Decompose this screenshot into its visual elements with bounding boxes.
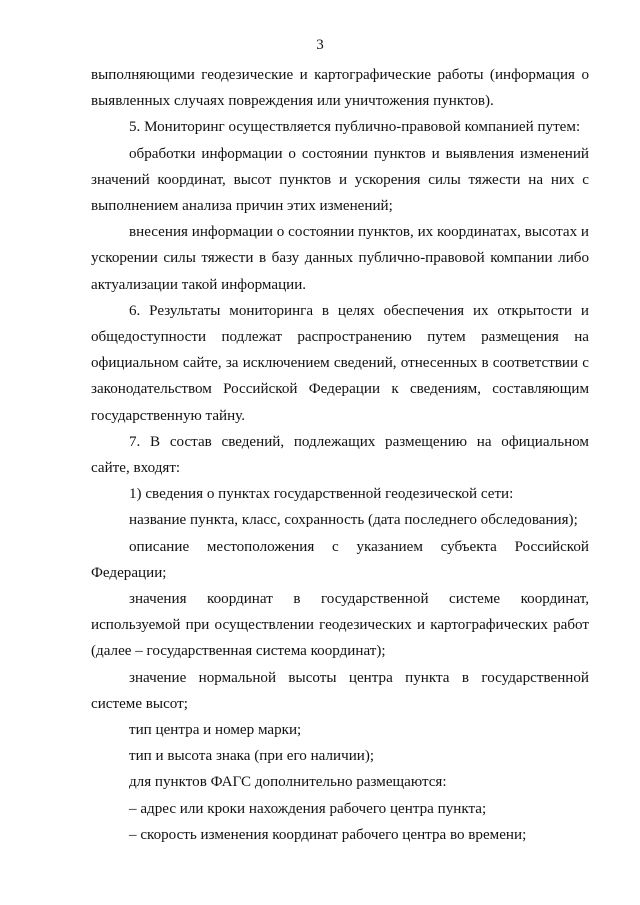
- paragraph-point-name: название пункта, класс, сохранность (дата последнего обследования);: [129, 512, 578, 529]
- paragraph-location: описание местоположения с указанием субъекта Российской Федерации;: [91, 538, 589, 581]
- paragraph-subitem-1: 1) сведения о пунктах государственной геодезической сети:: [129, 486, 514, 503]
- paragraph-velocity: – скорость изменения координат рабочего центра во времени;: [129, 826, 527, 843]
- paragraph-center-type: тип центра и номер марки;: [129, 722, 302, 739]
- paragraph-entry: внесения информации о состоянии пунктов, их координатах, высотах и ускорении силы тяжести в базу данных публично-правовой компании либо актуализации такой информации.: [91, 224, 589, 293]
- document-body: [91, 62, 589, 848]
- paragraph-height: значение нормальной высоты центра пункта в государственной системе высот;: [91, 669, 589, 712]
- paragraph-continuation: выполняющими геодезические и картографические работы (информация о выявленных случаях повреждения или уничтожения пунктов).: [91, 67, 589, 110]
- paragraph-item-5: 5. Мониторинг осуществляется публично-правовой компанией путем:: [129, 119, 581, 136]
- paragraph-coordinates: значения координат в государственной системе координат, используемой при осуществлении геодезических и картографических работ (далее – государственная система координат);: [91, 591, 589, 660]
- paragraph-address: – адрес или кроки нахождения рабочего центра пункта;: [129, 800, 487, 817]
- paragraph-item-7: 7. В состав сведений, подлежащих размещению на официальном сайте, входят:: [91, 433, 589, 477]
- page-number: 3: [316, 37, 324, 53]
- paragraph-processing: обработки информации о состоянии пунктов и выявления изменений значений координат, высот пунктов и ускорения силы тяжести на них с выполнением анализа причин этих изменений;: [91, 145, 589, 215]
- paragraph-fags: для пунктов ФАГС дополнительно размещаются:: [129, 774, 447, 791]
- paragraph-item-6: 6. Результаты мониторинга в целях обеспечения их открытости и общедоступности подлежат распространению путем размещения на официальном сайте, за исключением сведений, отнесенных в соответствии с законодательством Российской Федерации к сведениям, составляющим государственную тайну.: [91, 302, 589, 424]
- paragraph-sign-type: тип и высота знака (при его наличии);: [129, 748, 375, 765]
